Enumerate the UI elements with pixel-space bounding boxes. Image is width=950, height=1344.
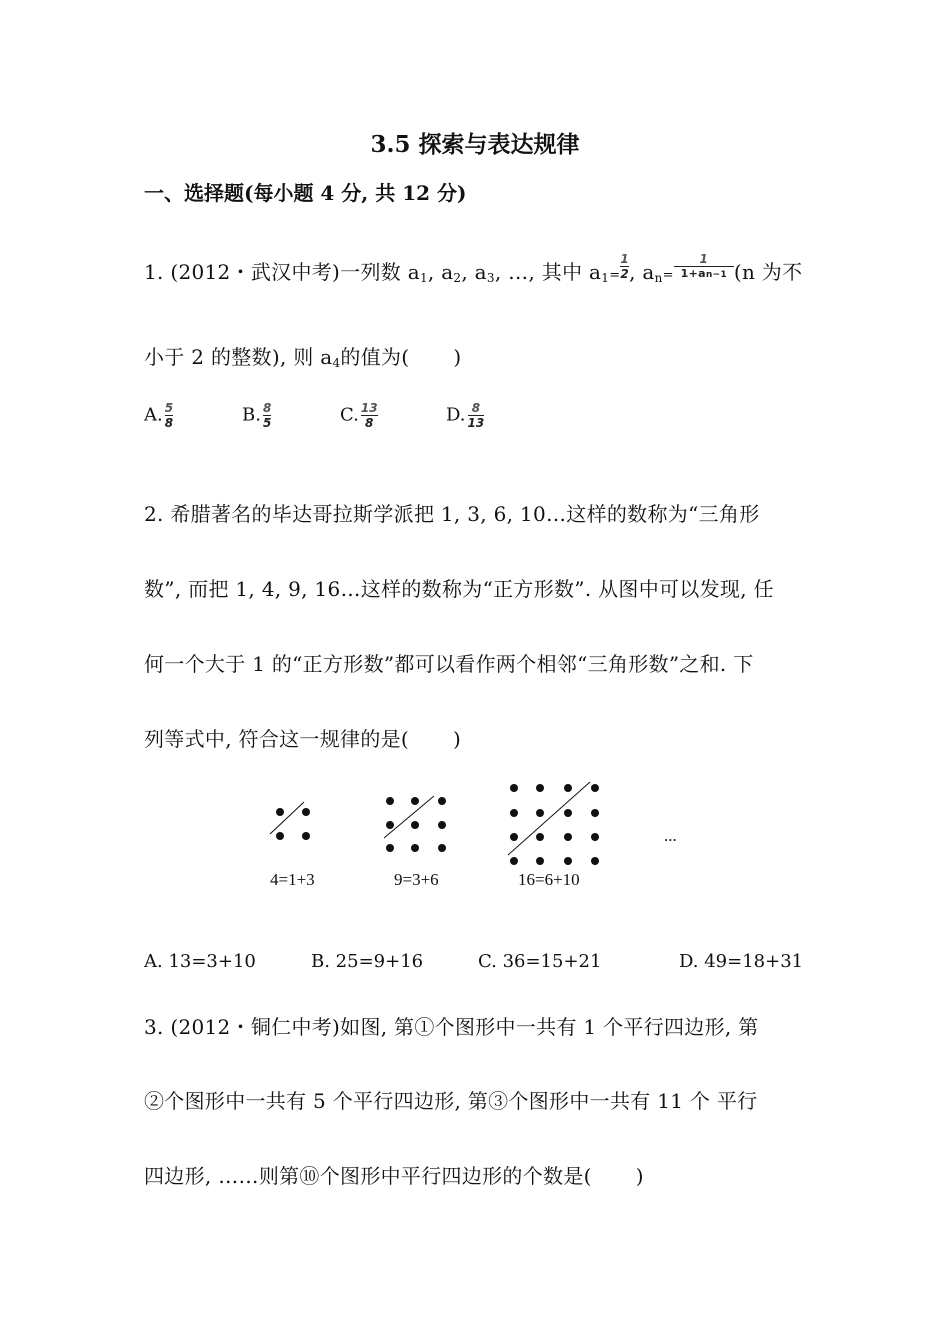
dot xyxy=(302,832,310,840)
q1-option-d-fraction xyxy=(468,401,485,430)
dot xyxy=(591,809,599,817)
q2-line-3: 何一个大于 1 的“正方形数”都可以看作两个相邻“三角形数”之和. 下 xyxy=(144,652,754,676)
q1-option-c-den: 8 xyxy=(361,415,378,430)
dot xyxy=(536,809,544,817)
q1-sub-4: 4 xyxy=(332,356,341,370)
q3-line-3-text: 四边形, ……则第⑩个图形中平行四边形的个数是( xyxy=(144,1164,592,1188)
dot xyxy=(564,833,572,841)
q2-option-c[interactable]: C. 36=15+21 xyxy=(478,951,602,972)
q1-line2-close: ) xyxy=(453,345,462,369)
dot xyxy=(438,821,446,829)
q1-an-denominator xyxy=(674,266,734,282)
q1-option-b-label: B. xyxy=(242,404,261,426)
q1-text-e: , a xyxy=(629,260,655,284)
q1-option-b-fraction xyxy=(263,401,271,430)
q1-option-c-num: 13 xyxy=(360,401,378,415)
q1-option-b-num: 8 xyxy=(262,401,272,415)
dot xyxy=(510,857,518,865)
dot xyxy=(411,797,419,805)
q1-text-b: , a xyxy=(427,260,454,284)
q2-option-d[interactable]: D. 49=18+31 xyxy=(679,951,804,972)
dot xyxy=(536,833,544,841)
q2-line-1: 2. 希腊著名的毕达哥拉斯学派把 1, 3, 6, 10…这样的数称为“三角形 xyxy=(144,502,760,526)
section-heading: 一、选择题(每小题 4 分, 共 12 分) xyxy=(144,181,467,205)
q1-sub-n: n xyxy=(654,271,663,285)
q1-option-d-num: 8 xyxy=(471,401,481,415)
q1-text-f: (n 为不 xyxy=(733,260,803,284)
q3-line-1: 3. (2012・铜仁中考)如图, 第①个图形中一共有 1 个平行四边形, 第 xyxy=(144,1015,759,1039)
dot xyxy=(564,809,572,817)
q1-option-a[interactable] xyxy=(144,401,173,430)
q1-option-c[interactable] xyxy=(340,401,378,430)
q3-line-3 xyxy=(144,1160,644,1189)
q1-option-b[interactable] xyxy=(242,401,271,430)
dot xyxy=(564,857,572,865)
dot xyxy=(411,844,419,852)
diagonal-line xyxy=(270,802,304,834)
q2-option-b[interactable]: B. 25=9+16 xyxy=(311,951,424,972)
q1-an-numerator: 1 xyxy=(699,251,709,266)
figure-2x2 xyxy=(270,802,310,840)
figure-label-3: 16=6+10 xyxy=(518,870,580,889)
dot xyxy=(411,821,419,829)
q1-sub-a1: 1 xyxy=(601,271,610,285)
q1-eq: = xyxy=(609,268,621,283)
dot xyxy=(536,784,544,792)
q2-option-a[interactable]: A. 13=3+10 xyxy=(144,951,256,972)
q1-text-c: , a xyxy=(461,260,487,284)
q1-option-d-label: D. xyxy=(446,404,466,426)
figure-4x4 xyxy=(508,782,599,865)
q1-line2-suffix: 的值为( xyxy=(340,345,410,369)
dot-figure xyxy=(260,780,700,900)
q1-fraction-a1 xyxy=(620,252,629,281)
q1-option-c-label: C. xyxy=(340,404,359,426)
q3-close: ) xyxy=(635,1164,644,1188)
q1-an-eq: = xyxy=(662,268,674,283)
dot xyxy=(510,809,518,817)
q1-sub-3: 3 xyxy=(486,271,495,285)
q2-line-4-text: 列等式中, 符合这一规律的是( xyxy=(144,727,410,751)
q1-line-2 xyxy=(144,341,462,370)
q1-text-d: , …, 其中 a xyxy=(494,260,602,284)
dot xyxy=(276,808,284,816)
figure-ellipsis-right: ... xyxy=(664,826,677,845)
q1-option-a-label: A. xyxy=(144,404,163,426)
q1-text-a: 1. (2012・武汉中考)一列数 a xyxy=(144,260,420,284)
q1-option-a-den: 8 xyxy=(164,416,174,430)
q1-an-den-text: 1+a xyxy=(680,266,706,280)
dot xyxy=(438,844,446,852)
dot xyxy=(438,797,446,805)
dot xyxy=(591,833,599,841)
q1-option-d-den: 13 xyxy=(467,416,485,430)
q1-option-d[interactable] xyxy=(446,401,484,430)
q1-a1-denominator: 2 xyxy=(620,267,630,281)
figure-label-1: 4=1+3 xyxy=(270,870,315,889)
q1-option-c-fraction xyxy=(361,401,378,430)
q1-option-a-num: 5 xyxy=(164,401,174,415)
dot xyxy=(591,784,599,792)
diagonal-line xyxy=(508,782,590,855)
q2-line-4 xyxy=(144,723,461,752)
q1-option-a-fraction xyxy=(165,401,173,430)
q1-option-b-den: 5 xyxy=(262,416,272,430)
q1-line2-text: 小于 2 的整数), 则 a xyxy=(144,345,333,369)
dot xyxy=(386,844,394,852)
figure-3x3 xyxy=(384,796,446,852)
q1-line-1 xyxy=(144,251,803,285)
dot xyxy=(510,833,518,841)
dot xyxy=(510,784,518,792)
dot xyxy=(386,797,394,805)
dot xyxy=(386,821,394,829)
q1-an-den-sub: n−1 xyxy=(705,269,727,280)
q1-fraction-an xyxy=(674,252,734,282)
dot xyxy=(591,857,599,865)
q1-sub-1: 1 xyxy=(419,271,428,285)
page-title: 3.5 探索与表达规律 xyxy=(370,131,580,158)
q2-line-2: 数”, 而把 1, 4, 9, 16…这样的数称为“正方形数”. 从图中可以发现, 任 xyxy=(144,577,774,601)
dot xyxy=(302,808,310,816)
q2-close: ) xyxy=(453,727,462,751)
dot xyxy=(564,784,572,792)
dot xyxy=(536,857,544,865)
dot xyxy=(276,832,284,840)
q3-line-2: ②个图形中一共有 5 个平行四边形, 第③个图形中一共有 11 个 平行 xyxy=(144,1089,758,1113)
q1-sub-2: 2 xyxy=(453,271,462,285)
q1-a1-numerator: 1 xyxy=(620,252,630,266)
figure-label-2: 9=3+6 xyxy=(394,870,439,889)
